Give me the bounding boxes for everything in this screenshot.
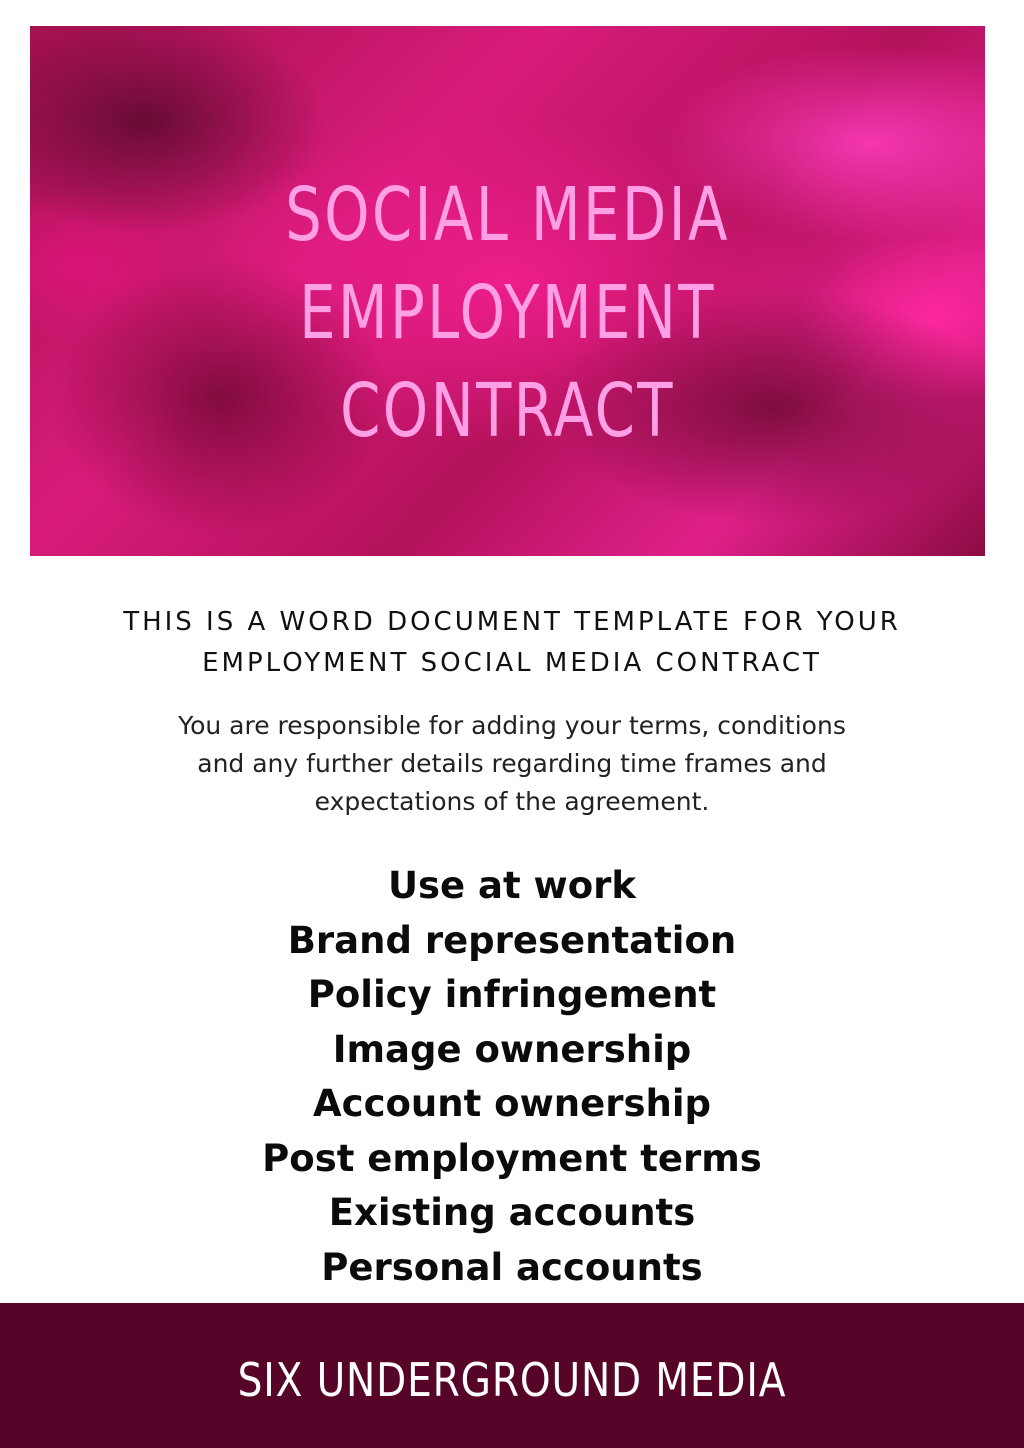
subheading-line: THIS IS A WORD DOCUMENT TEMPLATE FOR YOUR [123, 607, 901, 637]
topic-item: Policy infringement [307, 973, 717, 1016]
subheading [0, 602, 1024, 684]
title-line: EMPLOYMENT [299, 270, 716, 356]
topic-item: Personal accounts [321, 1245, 703, 1289]
subheading-line: EMPLOYMENT SOCIAL MEDIA CONTRACT [202, 648, 822, 678]
document-title [135, 166, 880, 460]
topics-list [0, 859, 1024, 1295]
intro-line: and any further details regarding time frames and [197, 749, 827, 778]
title-line: SOCIAL MEDIA [285, 172, 730, 258]
topic-item: Image ownership [332, 1027, 692, 1071]
intro-line: expectations of the agreement. [314, 787, 710, 816]
title-line: CONTRACT [340, 368, 675, 454]
hero-banner [30, 26, 985, 556]
brand-logo-text: SIX UNDERGROUND MEDIA [237, 1353, 787, 1407]
intro-line: You are responsible for adding your terms, conditions [178, 711, 846, 740]
topic-item: Brand representation [287, 918, 737, 962]
topic-item: Use at work [387, 864, 637, 907]
footer-band [0, 1303, 1024, 1448]
topic-item: Existing accounts [328, 1191, 696, 1234]
intro-paragraph [0, 707, 1024, 821]
topic-item: Post employment terms [262, 1136, 762, 1180]
topic-item: Account ownership [313, 1082, 711, 1125]
